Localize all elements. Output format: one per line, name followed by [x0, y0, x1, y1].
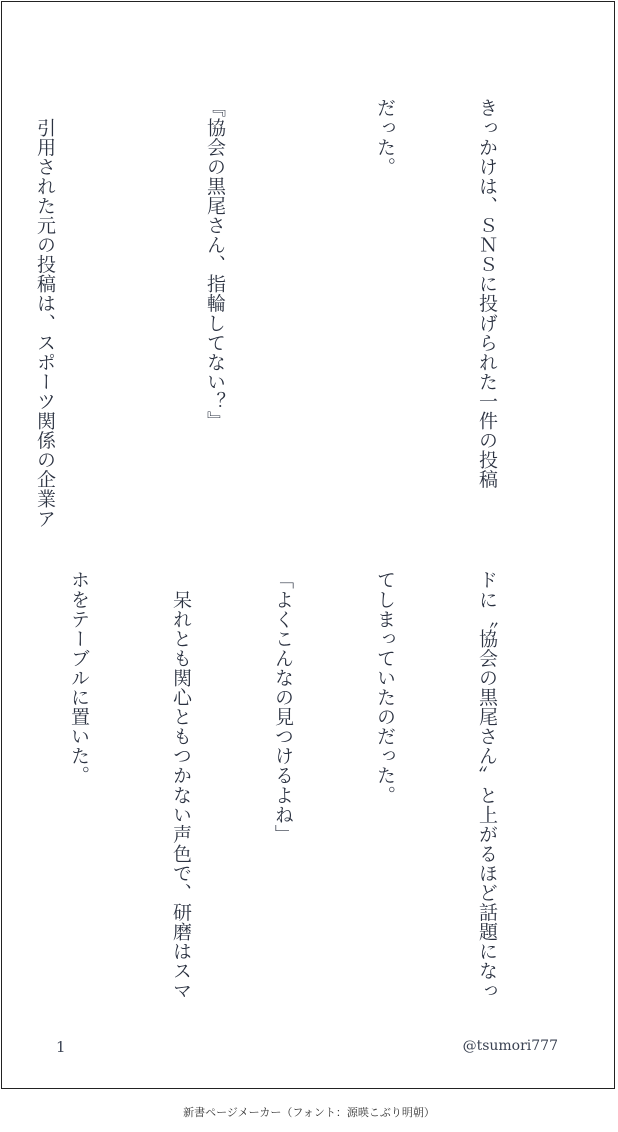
text-line: ホをテーブルに置いた。	[68, 570, 90, 786]
text-line: 引用された元の投稿は、スポーツ関係の企業ア	[34, 98, 56, 529]
text-line: 「よくこんなの見つけるよね」	[272, 570, 294, 844]
text-line: てしまっていたのだった。	[374, 570, 396, 805]
text-block-top	[34, 98, 572, 529]
text-line: きっかけは、ＳＮＳに投げられた一件の投稿	[476, 98, 498, 489]
page-frame	[1, 1, 615, 1089]
text-line: だった。	[374, 98, 396, 177]
footer-credit: 新書ページメーカー（フォント：源暎こぶり明朝）	[183, 1106, 435, 1119]
text-line: 『協会の黒尾さん、指輪してない？』	[204, 98, 226, 431]
text-line: 呆れとも関心ともつかない声色で、研磨はスマ	[170, 570, 192, 1001]
page-number: 1	[56, 1038, 66, 1056]
author-handle: @tsumori777	[462, 1038, 558, 1054]
text-line: ドに〝協会の黒尾さん〟と上がるほど話題になっ	[476, 570, 498, 1001]
text-block-bottom	[68, 570, 572, 1001]
